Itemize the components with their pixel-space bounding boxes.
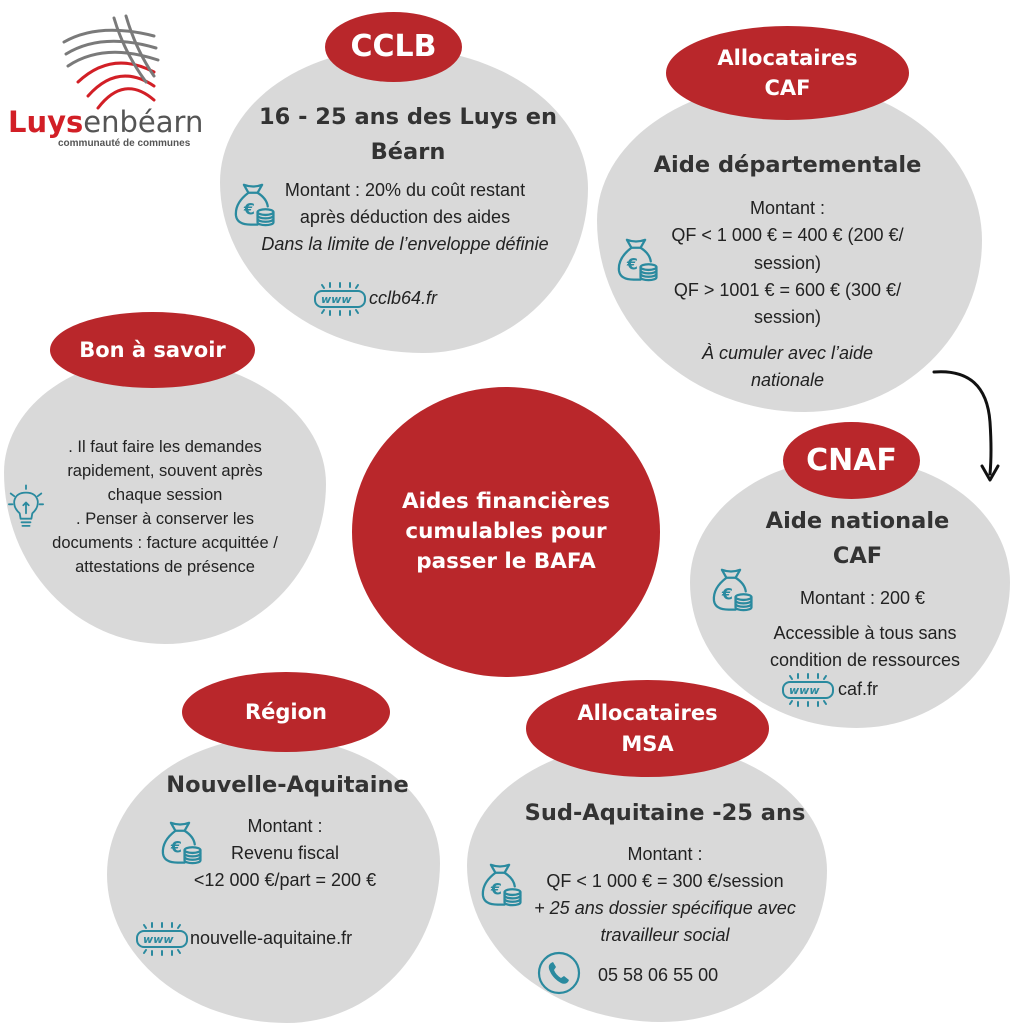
cclb-line3: Dans la limite de l’enveloppe définie: [261, 234, 549, 254]
msa-pill-line1: Allocataires: [577, 701, 718, 726]
www-icon: [134, 921, 190, 957]
caf-pill-line2: CAF: [764, 76, 811, 100]
www-icon: [780, 672, 836, 708]
msa-pill: [526, 680, 769, 777]
bon-line6: attestations de présence: [75, 558, 255, 577]
caf-line1: Montant :: [749, 198, 826, 218]
region-text: [170, 813, 400, 894]
logo-tagline: communauté de communes: [58, 138, 191, 149]
msa-line3: + 25 ans dossier spécifique avec: [534, 898, 796, 918]
bon-pill: Bon à savoir: [50, 312, 255, 388]
cnaf-line2: Accessible à tous sans: [773, 623, 957, 643]
cnaf-line3: condition de ressources: [769, 650, 961, 670]
cclb-website-link[interactable]: cclb64.fr: [369, 288, 438, 308]
msa-heading: Sud-Aquitaine -25 ans: [524, 800, 806, 826]
caf-line5: session): [753, 307, 822, 328]
www-icon: [312, 281, 368, 317]
logo-brand-enbearn: enbéarn: [83, 105, 204, 139]
cnaf-heading-line2: CAF: [832, 542, 883, 569]
caf-line4: QF > 1001 € = 600 € (300 €/: [673, 280, 902, 301]
cnaf-heading-line1: Aide nationale: [765, 508, 950, 534]
cnaf-website-link[interactable]: caf.fr: [838, 679, 879, 699]
logo-brand-luys: Luys: [8, 105, 84, 139]
bon-line5: documents : facture acquittée /: [52, 534, 278, 553]
center-title: Aides financières cumulables pour passer le BAFA: [352, 387, 660, 677]
curved-arrow: [928, 362, 1008, 492]
logo-swoosh-graphic: [54, 12, 164, 112]
bon-text: [30, 435, 300, 579]
msa-line2: QF < 1 000 € = 300 €/session: [546, 871, 784, 891]
cclb-heading: 16 - 25 ans des Luys en Béarn: [258, 104, 557, 165]
logo: [8, 8, 208, 158]
caf-line3: session): [753, 252, 822, 273]
msa-phone-link[interactable]: 05 58 06 55 00: [598, 965, 719, 985]
cclb-line2: après déduction des aides: [299, 207, 511, 227]
caf-line2: QF < 1 000 € = 400 € (200 €/: [671, 225, 904, 246]
msa-text: [515, 841, 815, 949]
caf-note-line2: nationale: [750, 370, 825, 390]
region-line2: Revenu fiscal: [230, 843, 340, 863]
bon-line4: . Penser à conserver les: [76, 510, 254, 529]
region-line3: <12 000 €/part = 200 €: [193, 870, 377, 890]
cnaf-pill: CNAF: [783, 422, 920, 499]
caf-heading: Aide départementale: [653, 152, 922, 178]
cnaf-heading: [715, 504, 1000, 574]
bon-line1: . Il faut faire les demandes: [68, 438, 262, 456]
bon-line2: rapidement, souvent après: [67, 462, 263, 481]
caf-note-line1: À cumuler avec l’aide: [701, 343, 874, 363]
phone-icon: [536, 950, 582, 996]
region-line1: Montant :: [247, 816, 323, 836]
bon-line3: chaque session: [107, 486, 223, 505]
cclb-text: [240, 177, 570, 258]
cclb-line1: Montant : 20% du coût restant: [284, 180, 526, 200]
caf-note: [640, 340, 935, 394]
region-website-link[interactable]: nouvelle-aquitaine.fr: [190, 928, 353, 948]
msa-pill-line2: MSA: [621, 731, 674, 756]
caf-pill-line1: Allocataires: [717, 45, 858, 70]
msa-line1: Montant :: [627, 844, 703, 864]
cnaf-line1: Montant : 200 €: [799, 588, 926, 608]
money-bag-coins-icon: [707, 563, 755, 613]
region-heading: Nouvelle-Aquitaine: [166, 772, 409, 798]
cclb-pill: CCLB: [325, 12, 462, 82]
caf-text: [640, 195, 935, 332]
cnaf-text: [740, 620, 990, 674]
region-pill: Région: [182, 672, 390, 752]
msa-line4: travailleur social: [600, 925, 730, 945]
caf-pill: [666, 26, 909, 120]
